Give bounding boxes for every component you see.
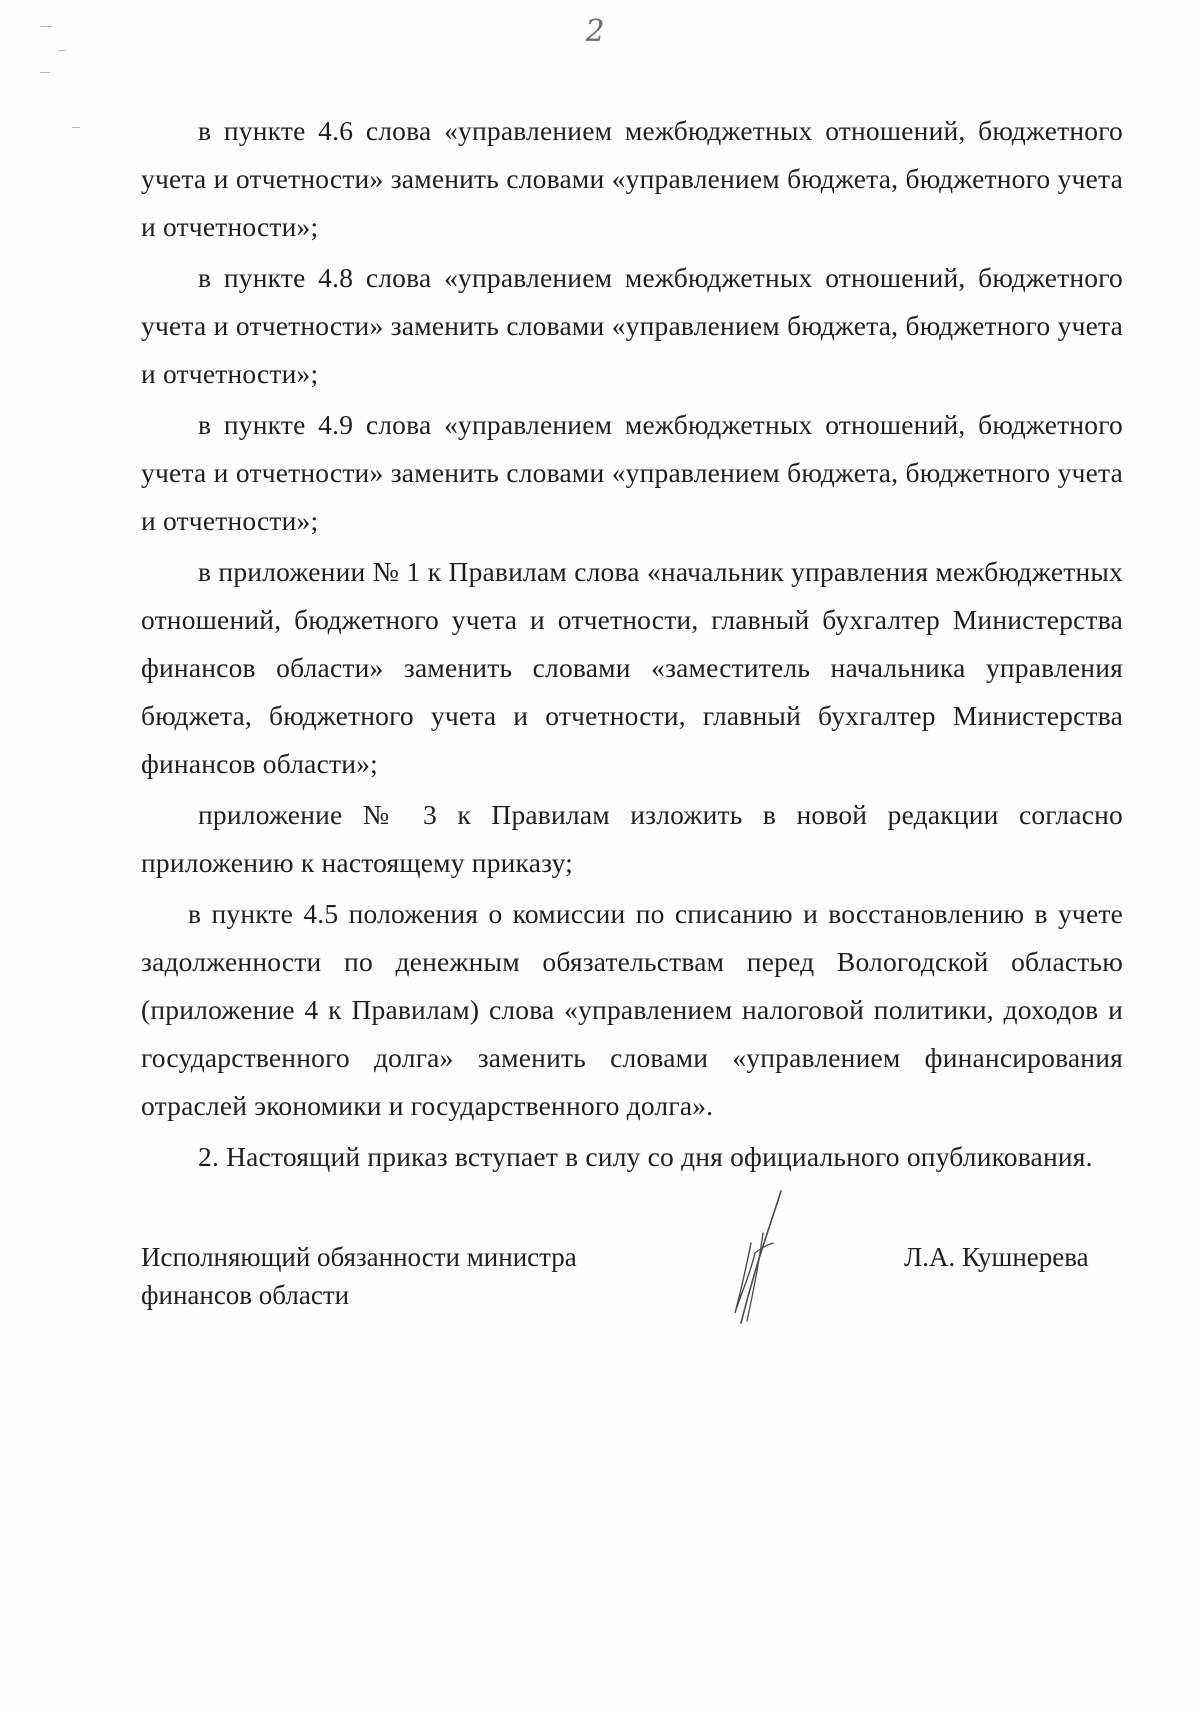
paragraph-item-4-9: в пункте 4.9 слова «управлением межбюджетных отношений, бюджетного учета и отчетности» заменить словами «управлением бюджета, бюджетного учета и отчетности»;	[141, 409, 1123, 536]
signer-title	[141, 1238, 661, 1314]
scan-artifact	[40, 72, 50, 73]
document-body	[141, 107, 1123, 1184]
paragraph-item-4-6: в пункте 4.6 слова «управлением межбюджетных отношений, бюджетного учета и отчетности» заменить словами «управлением бюджета, бюджетного учета и отчетности»;	[141, 115, 1123, 242]
signature-block	[141, 1238, 1123, 1358]
paragraph-commission-4-5: в пункте 4.5 положения о комиссии по списанию и восстановлению в учете задолженности по денежным обязательствам перед Вологодской областью (приложение 4 к Правилам) слова «управлением налоговой политики, доходов и государственного долга» заменить словами «управлением финансирования отраслей экономики и государственного долга».	[141, 898, 1123, 1121]
signer-name: Л.А. Кушнерева	[904, 1242, 1089, 1272]
page-number: 2	[585, 14, 605, 49]
handwritten-signature	[711, 1183, 821, 1333]
paragraph-item-4-8: в пункте 4.8 слова «управлением межбюджетных отношений, бюджетного учета и отчетности» заменить словами «управлением бюджета, бюджетного учета и отчетности»;	[141, 262, 1123, 389]
paragraph-appendix-3: приложение № 3 к Правилам изложить в новой редакции согласно приложению к настоящему приказу;	[141, 799, 1123, 878]
scan-artifact	[40, 26, 52, 27]
signer-title-line-2: финансов области	[141, 1280, 350, 1310]
scan-artifact	[58, 50, 66, 51]
paragraph-effective-date: 2. Настоящий приказ вступает в силу со дня официального опубликования.	[198, 1141, 1093, 1172]
scan-artifact	[72, 127, 80, 128]
signer-title-line-1: Исполняющий обязанности министра	[141, 1242, 577, 1272]
paragraph-appendix-1: в приложении № 1 к Правилам слова «начальник управления межбюджетных отношений, бюджетного учета и отчетности, главный бухгалтер Министерства финансов области» заменить словами «заместитель начальника управления бюджета, бюджетного учета и отчетности, главный бухгалтер Министерства финансов области»;	[141, 556, 1123, 779]
